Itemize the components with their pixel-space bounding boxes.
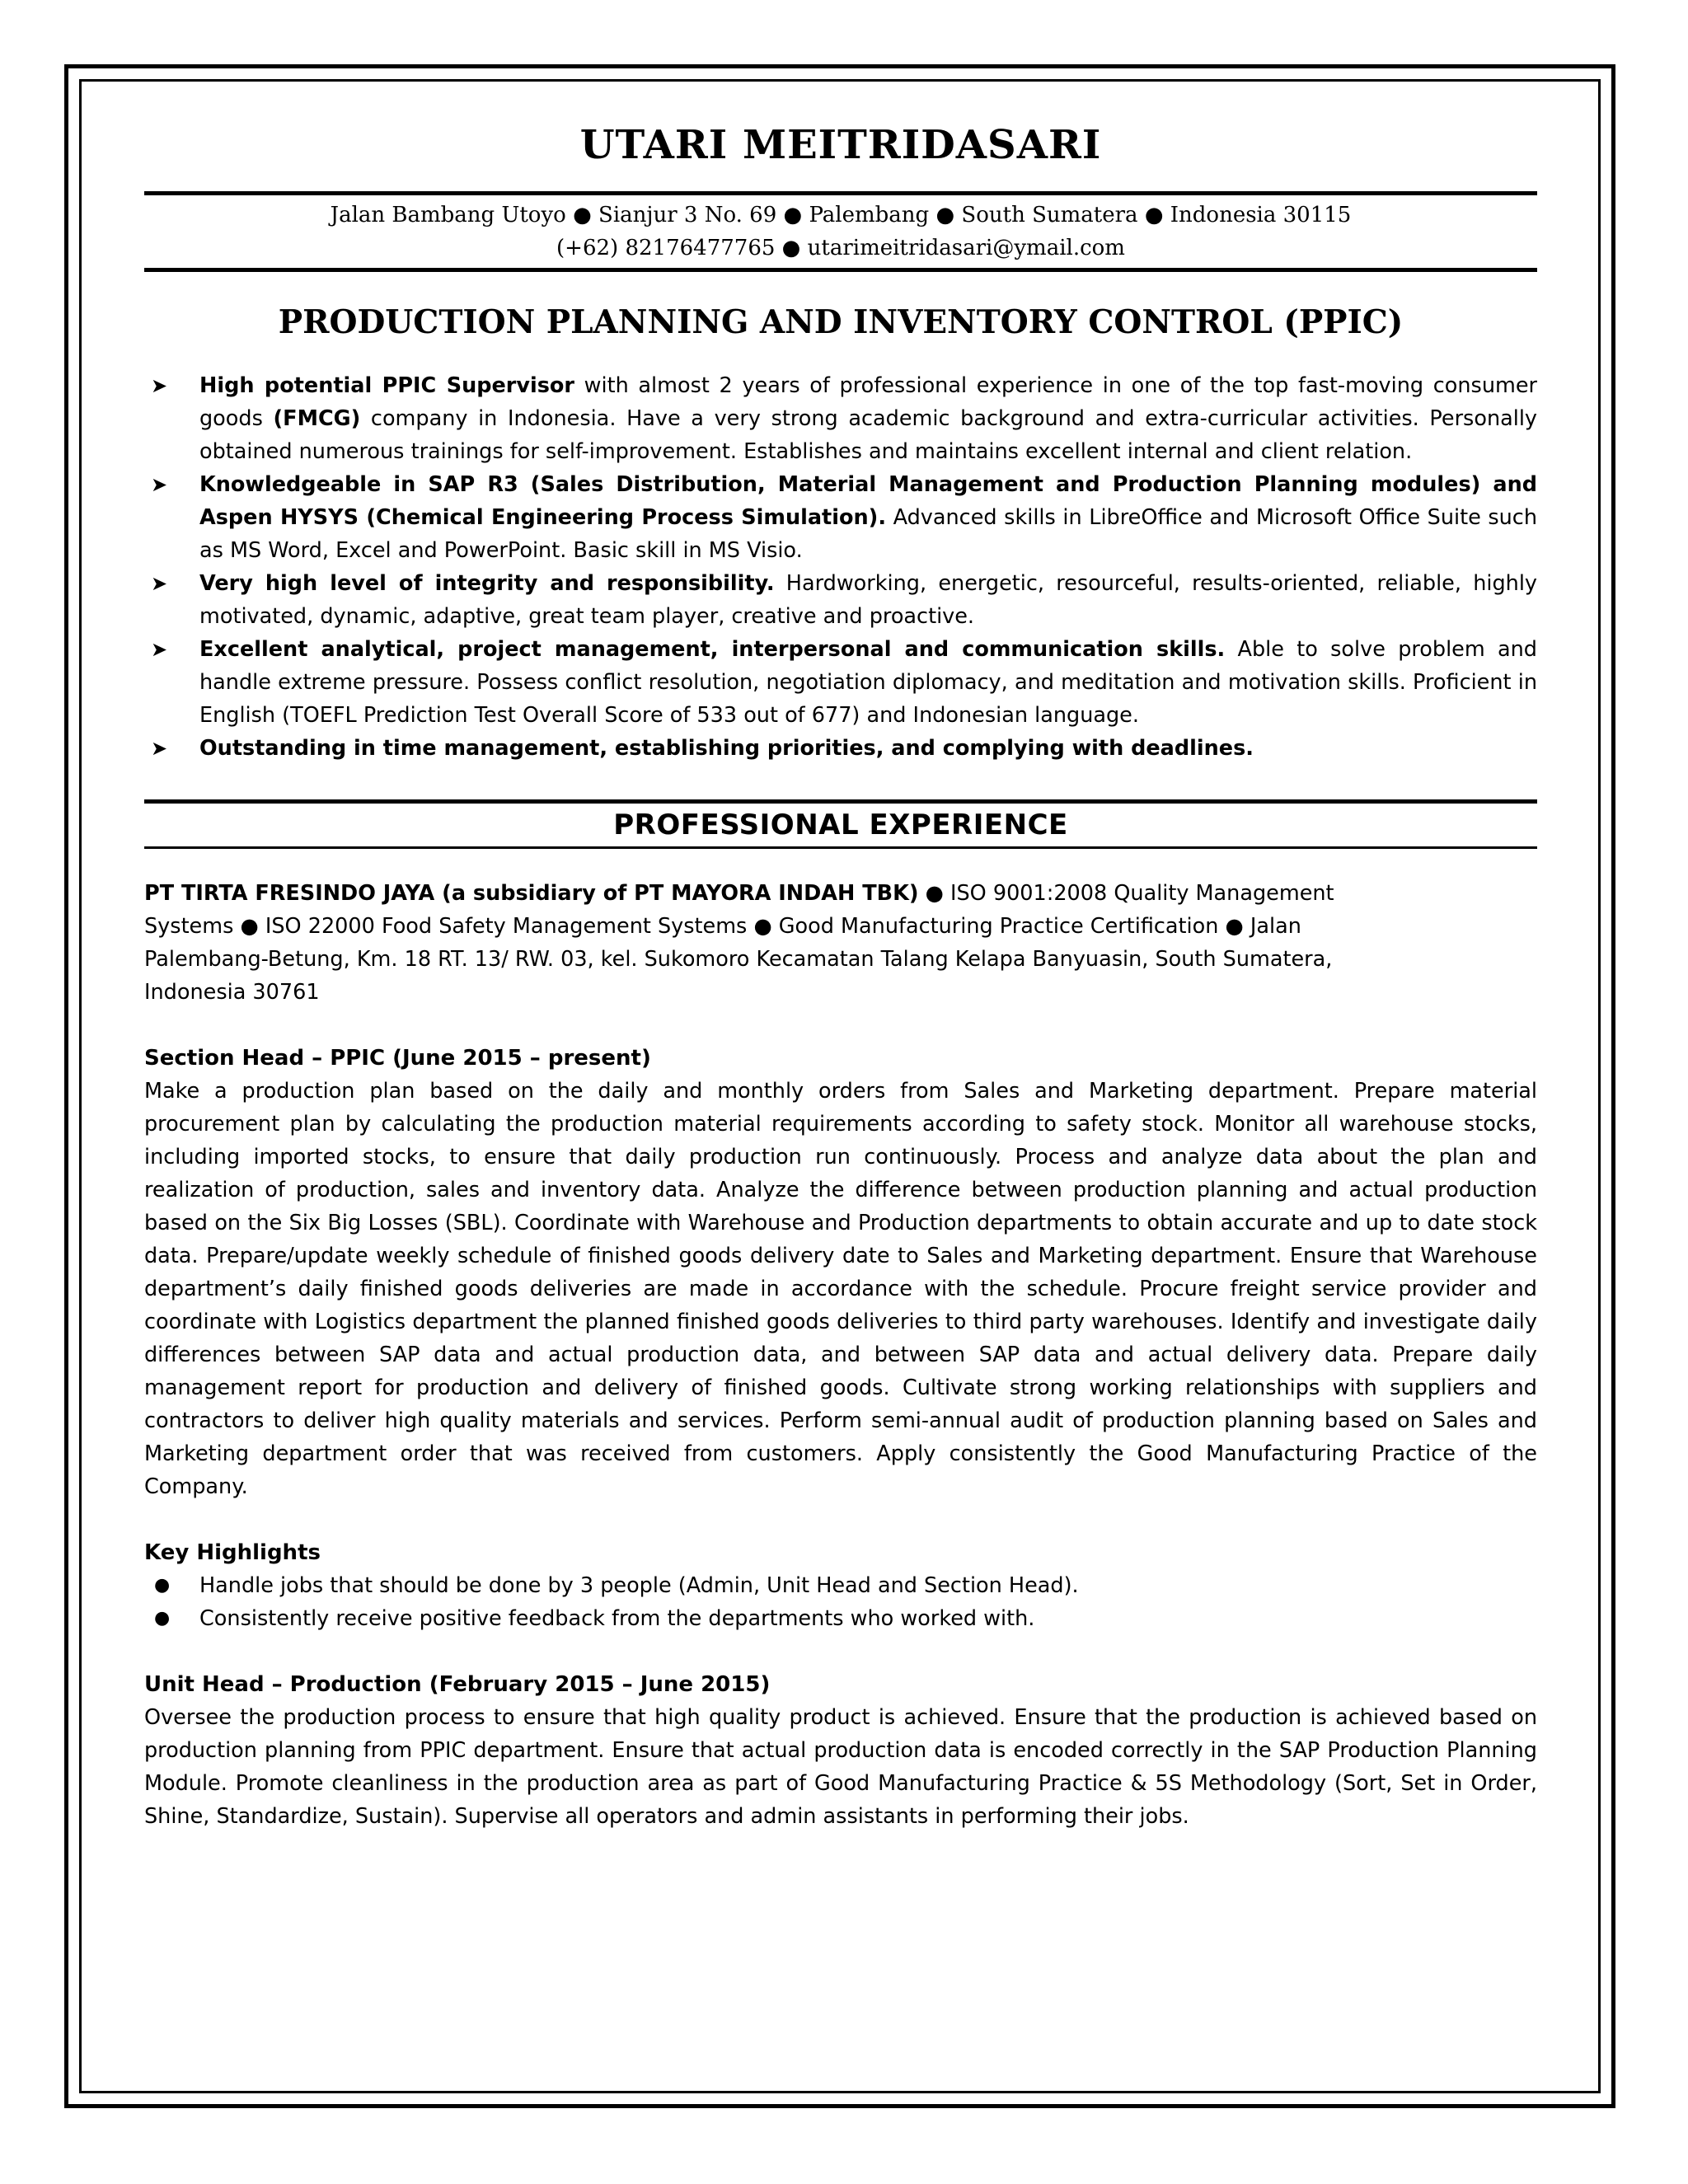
arrowhead-bullet-icon: ➤: [151, 638, 168, 661]
address-line: Jalan Bambang Utoyo ● Sianjur 3 No. 69 ● Palembang ● South Sumatera ● Indonesia 30115: [330, 203, 1352, 227]
summary-bold: Excellent analytical, project management, interpersonal and communication skills.: [199, 637, 1226, 662]
summary-item: [144, 732, 1537, 765]
summary-bold: Knowledgeable in SAP R3 (Sales Distribution, Material Management and Production Planning modules) and Aspen HYSYS (Chemical Engineering Process Simulation).: [199, 472, 1537, 530]
summary-text-2: company in Indonesia. Have a very strong academic background and extra-curricular activities. Personally obtained numerous trainings for self-improvement. Establishes and maintains excellent internal and client relation.: [199, 406, 1537, 464]
arrowhead-bullet-icon: ➤: [151, 374, 168, 397]
job-description: Oversee the production process to ensure that high quality product is achieved. Ensure that the production is achieved based on production planning from PPIC department. Ensure that actual production data is encoded correctly in the SAP Production Planning Module. Promote cleanliness in the production area as part of Good Manufacturing Practice & 5S Methodology (Sort, Set in Order, Shine, Standardize, Sustain). Supervise all operators and admin assistants in performing their jobs.: [144, 1705, 1537, 1829]
summary-bold-2: (FMCG): [273, 406, 361, 431]
summary-list: [144, 369, 1537, 765]
key-highlights-list: [144, 1569, 1537, 1635]
company-name: PT TIRTA FRESINDO JAYA (a subsidiary of PT MAYORA INDAH TBK): [144, 881, 919, 906]
job-title: Unit Head – Production (February 2015 – June 2015): [144, 1672, 771, 1697]
summary-text: with almost 2 years of professional experience in one of the top fast-moving consumer goods: [199, 373, 1537, 431]
highlight-text: Handle jobs that should be done by 3 people (Admin, Unit Head and Section Head).: [199, 1573, 1079, 1598]
candidate-name: UTARI MEITRIDASARI: [579, 122, 1102, 168]
summary-text: Hardworking, energetic, resourceful, results-oriented, reliable, highly motivated, dynamic, adaptive, great team player, creative and proactive.: [199, 571, 1538, 629]
list-item: [144, 1602, 1537, 1635]
summary-item: [144, 468, 1537, 567]
summary-text: Able to solve problem and handle extreme pressure. Possess conflict resolution, negotiation diplomacy, and meditation and motivation skills. Proficient in English (TOEFL Prediction Test Overall Score of 533 out of 677) and Indonesian language.: [199, 637, 1537, 728]
summary-bold: High potential PPIC Supervisor: [199, 373, 574, 398]
arrowhead-bullet-icon: ➤: [151, 737, 168, 760]
summary-item: [144, 567, 1537, 633]
summary-item: [144, 369, 1537, 468]
contact-block: [144, 195, 1537, 268]
highlight-text: Consistently receive positive feedback from the departments who worked with.: [199, 1606, 1035, 1631]
summary-bold: Very high level of integrity and responsibility.: [199, 571, 775, 596]
summary-bold: Outstanding in time management, establishing priorities, and complying with deadlines.: [199, 736, 1254, 761]
experience-section-title: PROFESSIONAL EXPERIENCE: [613, 808, 1068, 841]
arrowhead-bullet-icon: ➤: [151, 572, 168, 595]
job-title: Section Head – PPIC (June 2015 – present): [144, 1046, 651, 1071]
summary-text: Advanced skills in LibreOffice and Microsoft Office Suite such as MS Word, Excel and PowerPoint. Basic skill in MS Visio.: [199, 505, 1537, 563]
summary-item: [144, 633, 1537, 732]
job-description: Make a production plan based on the daily and monthly orders from Sales and Marketing department. Prepare material procurement plan by calculating the production material requirements according to safety stock. Monitor all warehouse stocks, including imported stocks, to ensure that daily production run continuously. Process and analyze data about the plan and realization of production, sales and inventory data. Analyze the difference between production planning and actual production based on the Six Big Losses (SBL). Coordinate with Warehouse and Production departments to obtain accurate and up to date stock data. Prepare/update weekly schedule of finished goods delivery date to Sales and Marketing department. Ensure that Warehouse department’s daily finished goods deliveries are made in accordance with the schedule. Procure freight service provider and coordinate with Logistics department the planned finished goods deliveries to third party warehouses. Identify and investigate daily differences between SAP data and actual production data, and between SAP data and actual delivery data. Prepare daily management report for production and delivery of finished goods. Cultivate strong working relationships with suppliers and contractors to deliver high quality materials and services. Perform semi-annual audit of production planning based on Sales and Marketing department order that was received from customers. Apply consistently the Good Manufacturing Practice of the Company.: [144, 1079, 1537, 1499]
dot-bullet-icon: ●: [154, 1575, 171, 1596]
arrowhead-bullet-icon: ➤: [151, 473, 168, 496]
header-rule-bottom: [144, 268, 1537, 272]
resume-page: [144, 115, 1537, 1833]
phone-email-line: (+62) 82176477765 ● utarimeitridasari@ymail.com: [556, 236, 1125, 260]
experience-rule-bottom: [144, 846, 1537, 849]
company-details: ● ISO 9001:2008 Quality Management Systems ● ISO 22000 Food Safety Management Systems ● Good Manufacturing Practice Certification ● Jalan Palembang-Betung, Km. 18 RT. 13/ RW. 03, kel. Sukomoro Kecamatan Talang Kelapa Banyuasin, South Sumatera, Indonesia 30761: [144, 881, 1334, 1005]
dot-bullet-icon: ●: [154, 1608, 171, 1629]
company-block: [144, 877, 1397, 1009]
objective-title: PRODUCTION PLANNING AND INVENTORY CONTROL (PPIC): [278, 303, 1404, 341]
list-item: [144, 1569, 1537, 1602]
key-highlights-title: Key Highlights: [144, 1540, 321, 1565]
